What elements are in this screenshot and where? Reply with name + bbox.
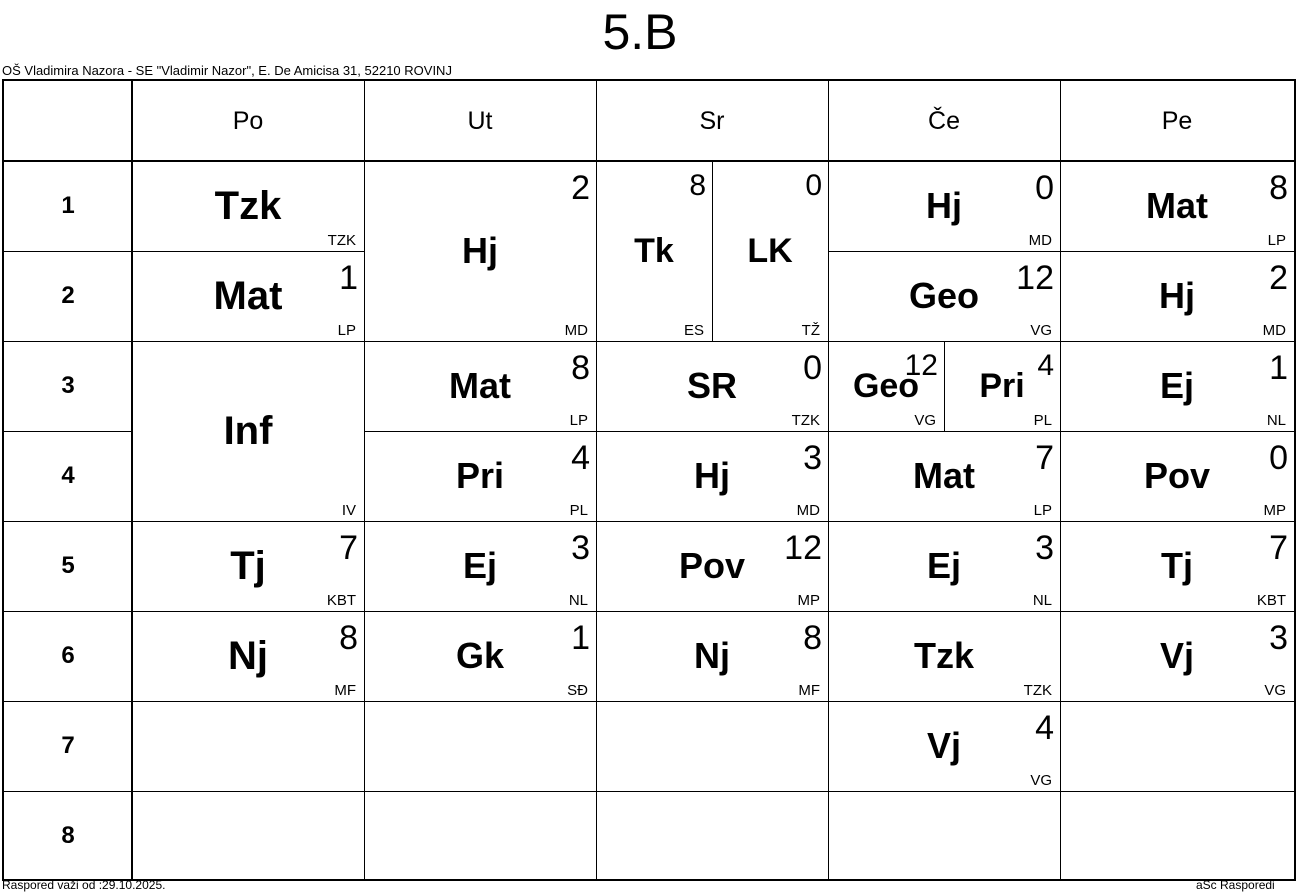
period-number: 4	[61, 462, 75, 489]
period-number: 1	[61, 192, 75, 219]
subject-label: Hj	[694, 455, 730, 496]
room-number: 0	[1269, 439, 1288, 477]
lesson-cell[interactable]	[828, 161, 1060, 251]
lesson-cell[interactable]	[364, 341, 596, 431]
room-number: 3	[803, 439, 822, 477]
lesson-cell[interactable]	[596, 521, 828, 611]
subject-label: Ej	[462, 545, 497, 586]
teacher-code: TZK	[791, 412, 820, 429]
lesson-row-divider	[132, 701, 364, 702]
teacher-code: MP	[797, 592, 820, 609]
lesson-cell[interactable]	[828, 521, 1060, 611]
room-number: 3	[1269, 619, 1288, 657]
subject-label: Hj	[926, 185, 962, 226]
subject-label: SR	[686, 365, 737, 406]
teacher-code: TŽ	[801, 322, 820, 339]
lesson-cell[interactable]	[1060, 161, 1294, 251]
lesson-cell[interactable]	[1060, 611, 1294, 701]
teacher-code: MP	[1263, 502, 1286, 519]
subject-label: Mat	[913, 455, 975, 496]
lesson-cell[interactable]	[596, 611, 828, 701]
teacher-code: LP	[1033, 502, 1052, 519]
lesson-row-divider	[132, 791, 364, 792]
room-number: 0	[1035, 169, 1054, 207]
room-number: 12	[784, 529, 822, 567]
room-number: 8	[803, 619, 822, 657]
teacher-code: KBT	[1256, 592, 1286, 609]
day-header: Če	[928, 107, 960, 135]
room-number: 1	[1269, 349, 1288, 387]
period-number: 8	[61, 822, 75, 849]
subject-label: Nj	[228, 634, 268, 678]
teacher-code: VG	[1030, 772, 1052, 789]
lesson-row-divider	[1060, 791, 1294, 792]
period-number: 6	[61, 642, 75, 669]
subject-label: Mat	[213, 274, 283, 318]
subject-label: Tzk	[913, 635, 974, 676]
lesson-cell[interactable]	[596, 341, 828, 431]
teacher-code: NL	[1032, 592, 1052, 609]
teacher-code: IV	[341, 502, 356, 519]
subject-label: Mat	[449, 365, 511, 406]
lesson-row-divider	[364, 791, 596, 792]
lesson-cell[interactable]	[364, 611, 596, 701]
period-number: 2	[61, 282, 75, 309]
subject-label: LK	[747, 232, 793, 270]
teacher-code: NL	[568, 592, 588, 609]
day-header: Sr	[699, 107, 725, 135]
teacher-code: VG	[1030, 322, 1052, 339]
teacher-code: TZK	[327, 232, 356, 249]
room-number: 1	[339, 259, 358, 297]
lesson-cell[interactable]	[828, 251, 1060, 341]
subject-label: Ej	[926, 545, 961, 586]
subject-label: Nj	[694, 635, 730, 676]
room-number: 2	[1269, 259, 1288, 297]
lesson-row-divider	[1060, 701, 1294, 702]
subject-label: Tzk	[214, 184, 282, 228]
lesson-cell[interactable]	[828, 431, 1060, 521]
day-header: Ut	[467, 107, 493, 135]
subject-label: Pov	[1143, 455, 1211, 496]
teacher-code: MD	[1262, 322, 1286, 339]
period-number: 5	[61, 552, 75, 579]
subject-label: Mat	[1146, 185, 1208, 226]
teacher-code: LP	[337, 322, 356, 339]
lesson-cell[interactable]	[1060, 521, 1294, 611]
subject-label: Hj	[462, 230, 498, 271]
room-number: 12	[904, 349, 938, 382]
subject-label: Vj	[926, 725, 961, 766]
room-number: 4	[1037, 349, 1054, 382]
teacher-code: MD	[796, 502, 820, 519]
lesson-cell[interactable]	[132, 341, 364, 521]
room-number: 12	[1016, 259, 1054, 297]
teacher-code: VG	[1264, 682, 1286, 699]
subject-label: Tj	[230, 544, 266, 588]
subject-label: Ej	[1159, 365, 1194, 406]
lesson-cell[interactable]	[828, 611, 1060, 701]
period-number: 7	[61, 732, 75, 759]
school-name: OŠ Vladimira Nazora - SE "Vladimir Nazor", E. De Amicisa 31, 52210 ROVINJ	[2, 63, 452, 78]
lesson-cell[interactable]	[364, 431, 596, 521]
teacher-code: MF	[798, 682, 820, 699]
teacher-code: PL	[569, 502, 588, 519]
lesson-cell[interactable]	[132, 611, 364, 701]
room-number: 0	[805, 169, 822, 202]
room-number: 8	[689, 169, 706, 202]
lesson-cell[interactable]	[828, 701, 1060, 791]
room-number: 2	[571, 169, 590, 207]
teacher-code: LP	[1267, 232, 1286, 249]
lesson-cell[interactable]	[944, 341, 1060, 431]
day-header: Po	[232, 107, 264, 135]
subject-label: Pri	[979, 367, 1025, 405]
day-header: Pe	[1161, 107, 1193, 135]
teacher-code: SĐ	[567, 682, 588, 699]
teacher-code: MF	[334, 682, 356, 699]
class-title: 5.B	[602, 4, 678, 60]
subject-label: Geo	[852, 367, 920, 405]
valid-from-note: Raspored važi od :29.10.2025.	[2, 878, 166, 892]
lesson-row-divider	[596, 701, 828, 702]
lesson-cell[interactable]	[364, 161, 596, 341]
subject-label: Pov	[678, 545, 746, 586]
subject-label: Vj	[1159, 635, 1194, 676]
room-number: 4	[571, 439, 590, 477]
subject-label: Inf	[223, 409, 273, 453]
lesson-cell[interactable]	[364, 521, 596, 611]
room-number: 8	[1269, 169, 1288, 207]
teacher-code: VG	[914, 412, 936, 429]
timetable-grid	[2, 79, 1296, 881]
period-number: 3	[61, 372, 75, 399]
lesson-row-divider	[364, 701, 596, 702]
teacher-code: TZK	[1023, 682, 1052, 699]
subject-label: Hj	[1159, 275, 1195, 316]
teacher-code: ES	[683, 322, 704, 339]
subject-label: Tj	[1161, 545, 1193, 586]
teacher-code: MD	[1028, 232, 1052, 249]
room-number: 7	[339, 529, 358, 567]
subject-label: Tk	[634, 232, 674, 270]
room-number: 8	[339, 619, 358, 657]
room-number: 4	[1035, 709, 1054, 747]
lesson-cell[interactable]	[1060, 431, 1294, 521]
room-number: 1	[571, 619, 590, 657]
lesson-cell[interactable]	[1060, 251, 1294, 341]
lesson-cell[interactable]	[828, 341, 944, 431]
lesson-cell[interactable]	[596, 431, 828, 521]
room-number: 7	[1269, 529, 1288, 567]
software-credit: aSc Rasporedi	[1196, 878, 1275, 892]
lesson-cell[interactable]	[132, 251, 364, 341]
lesson-cell[interactable]	[1060, 341, 1294, 431]
subject-label: Gk	[455, 635, 505, 676]
lesson-row-divider	[596, 791, 828, 792]
lesson-cell[interactable]	[132, 521, 364, 611]
lesson-cell[interactable]	[132, 161, 364, 251]
lesson-cell[interactable]	[596, 161, 712, 341]
teacher-code: KBT	[326, 592, 356, 609]
room-number: 8	[571, 349, 590, 387]
subject-label: Geo	[908, 275, 979, 316]
lesson-cell[interactable]	[712, 161, 828, 341]
room-number: 3	[1035, 529, 1054, 567]
room-number: 7	[1035, 439, 1054, 477]
subject-label: Pri	[455, 455, 505, 496]
room-number: 3	[571, 529, 590, 567]
room-number: 0	[803, 349, 822, 387]
teacher-code: NL	[1266, 412, 1286, 429]
lesson-row-divider	[828, 791, 1060, 792]
teacher-code: PL	[1033, 412, 1052, 429]
teacher-code: MD	[564, 322, 588, 339]
teacher-code: LP	[569, 412, 588, 429]
